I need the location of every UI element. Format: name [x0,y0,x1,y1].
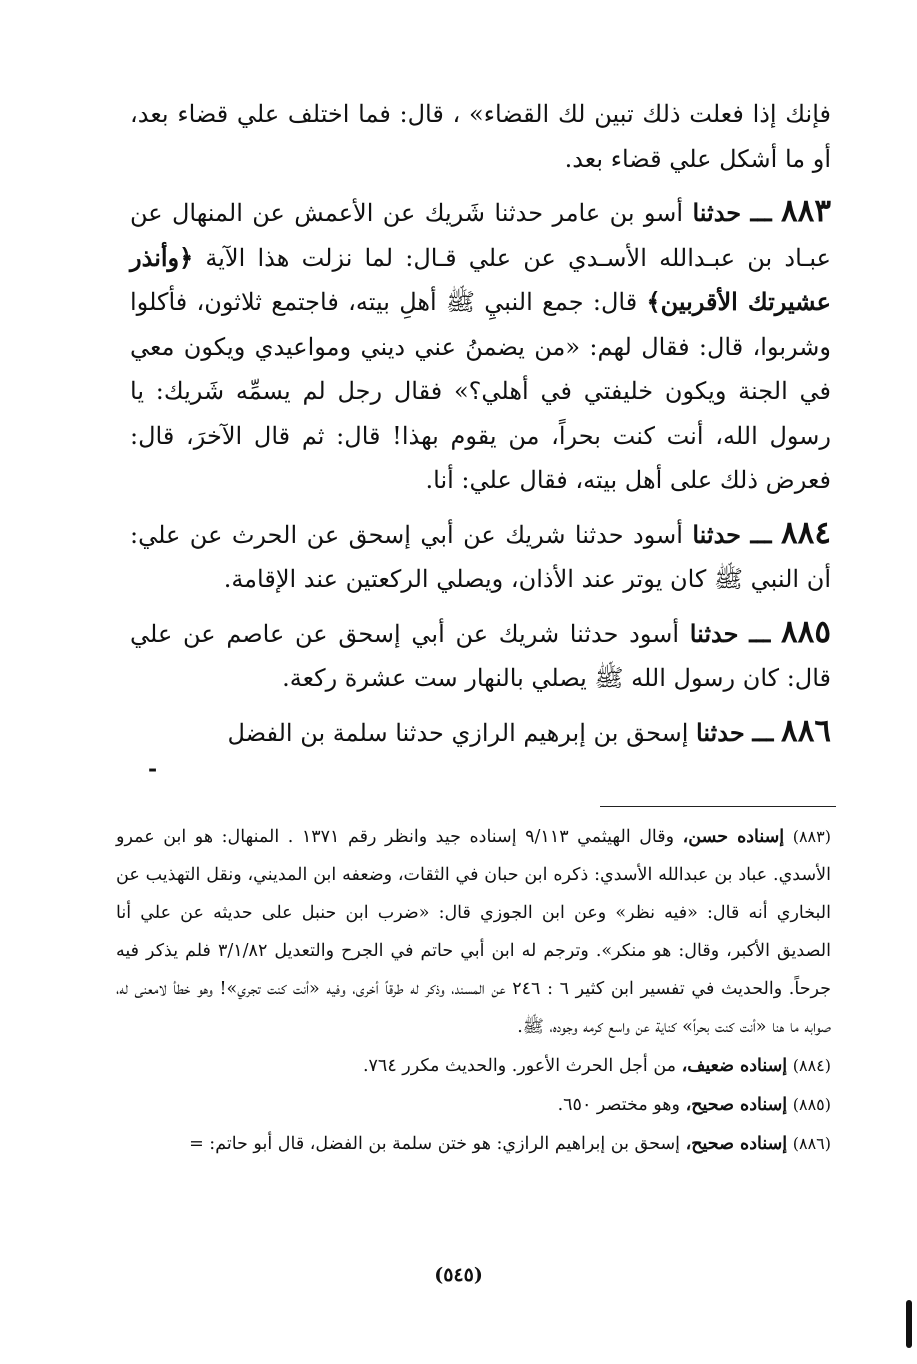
hadith-text: أسود حدثنا شريك عن أبي إسحق عن عاصم عن علي قال: كان رسول الله ﷺ يصلي بالنهار ست عشرة ركعة. [130,619,831,692]
footnote-ref: (٨٨٥) [792,1095,831,1114]
hadith-text: أسود حدثنا شريك عن أبي إسحق عن الحرث عن علي: أن النبي ﷺ كان يوتر عند الأذان، ويصلي الركعتين عند الإقامة. [130,520,831,593]
hadith-lead: حدثنا [696,717,745,747]
hadith-884 [130,511,831,602]
footnote-grade: إسناده صحيح، [685,1134,788,1154]
hadith-number: ٨٨٤ [781,514,831,551]
quran-verse: ﴿وأنذر عشيرتك الأقربين﴾ [130,242,831,316]
hadith-885 [130,610,831,701]
footnote-ref: (٨٨٣) [792,827,831,846]
intro-paragraph: فإنك إذا فعلت ذلك تبين لك القضاء» ، قال: فما اختلف علي قضاء بعد، أو ما أشكل علي قضاء بعد. [130,100,831,173]
footnote-grade: إسناده صحيح، [685,1095,788,1115]
hadith-number: ٨٨٦ [781,712,831,749]
page-edge-mark [906,1300,912,1348]
hadith-lead: حدثنا [692,198,742,227]
hadith-dash: ـــ [750,198,772,227]
hadith-text: قال: جمع النبيِ ﷺ أهلِ بيته، فاجتمع ثلاثون، فأكلوا وشربوا، قال: فقال لهم: «من يضمنُ عني ديني ومواعيدي ويكون معي في الجنة ويكون خليفتي في أهلي؟» فقال رجل لم يسمِّه شَريك: يا رسول الله، أنت كنت بحراً، من يقوم بهذا! قال: ثم قال الآخرَ، قال: فعرض ذلك على أهل بيته، فقال علي: أنا. [130,288,831,494]
footnote-ref: (٨٨٦) [792,1134,831,1153]
footnote-divider [600,806,836,807]
footnote-884 [116,1047,831,1085]
footnote-text: وهو مختصر ٦٥٠. [557,1095,680,1115]
main-text [130,92,831,763]
page-number: (٥٤٥) [434,1264,483,1286]
footnote-ref: (٨٨٤) [792,1056,831,1075]
margin-mark: - [148,756,158,782]
hadith-dash: ـــ [752,717,774,747]
footnote-text: من أجل الحرث الأعور. والحديث مكرر ٧٦٤. [362,1056,677,1076]
hadith-number: ٨٨٥ [781,613,831,650]
footnote-886 [116,1125,831,1163]
footnote-text: وقال الهيثمي ٩/١١٣ إسناده جيد وانظر رقم ١٣٧١ . المنهال: هو ابن عمرو الأسدي. عباد بن عبدالله الأسدي: ذكره ابن حبان في الثقات، وضعفه ابن المديني، ونقل التهذيب عن البخاري أنه قال: «فيه نظر» وعن ابن الجوزي قال: «ضرب ابن حنبل على حديثه عن علي أنا الصديق الأكبر، وقال: هو منكر». وترجم له ابن أبي حاتم في الجرح والتعديل ٣/١/٨٢ فلم يذكر فيه جرحاً. والحديث في تفسير ابن كثير ٦ : ٢٤٦ عن المسند، وذكر له طرقاً أخرى، وفيه «أنت كنت تجري»! وهو خطأ لامعنى له، صوابه ما هنا «أنت كنت بحراً» كناية عن واسع كرمه وجوده، ﷺ. [116,827,831,1037]
footnote-883 [116,818,831,1046]
hadith-886 [130,709,831,756]
footnote-text: إسحق بن إبراهيم الرازي: هو ختن سلمة بن الفضل، قال أبو حاتم: = [189,1134,680,1154]
hadith-dash: ـــ [750,519,772,549]
footnote-grade: إسناده ضعيف، [681,1056,788,1076]
footnotes [116,818,831,1164]
hadith-lead: حدثنا [692,519,742,549]
hadith-lead: حدثنا [689,618,739,648]
hadith-number: ٨٨٣ [781,193,831,229]
footnote-grade: إسناده حسن، [682,827,785,847]
hadith-883 [130,189,831,503]
hadith-text: أسو بن عامر حدثنا شَريك عن الأعمش عن المنهال عن عبـاد بن عبـدالله الأسـدي عن علي قـال: لما نزلت هذا الآية [130,199,831,272]
footnote-885 [116,1086,831,1124]
hadith-text: إسحق بن إبرهيم الرازي حدثنا سلمة بن الفضل [227,718,689,747]
hadith-dash: ـــ [749,618,771,648]
